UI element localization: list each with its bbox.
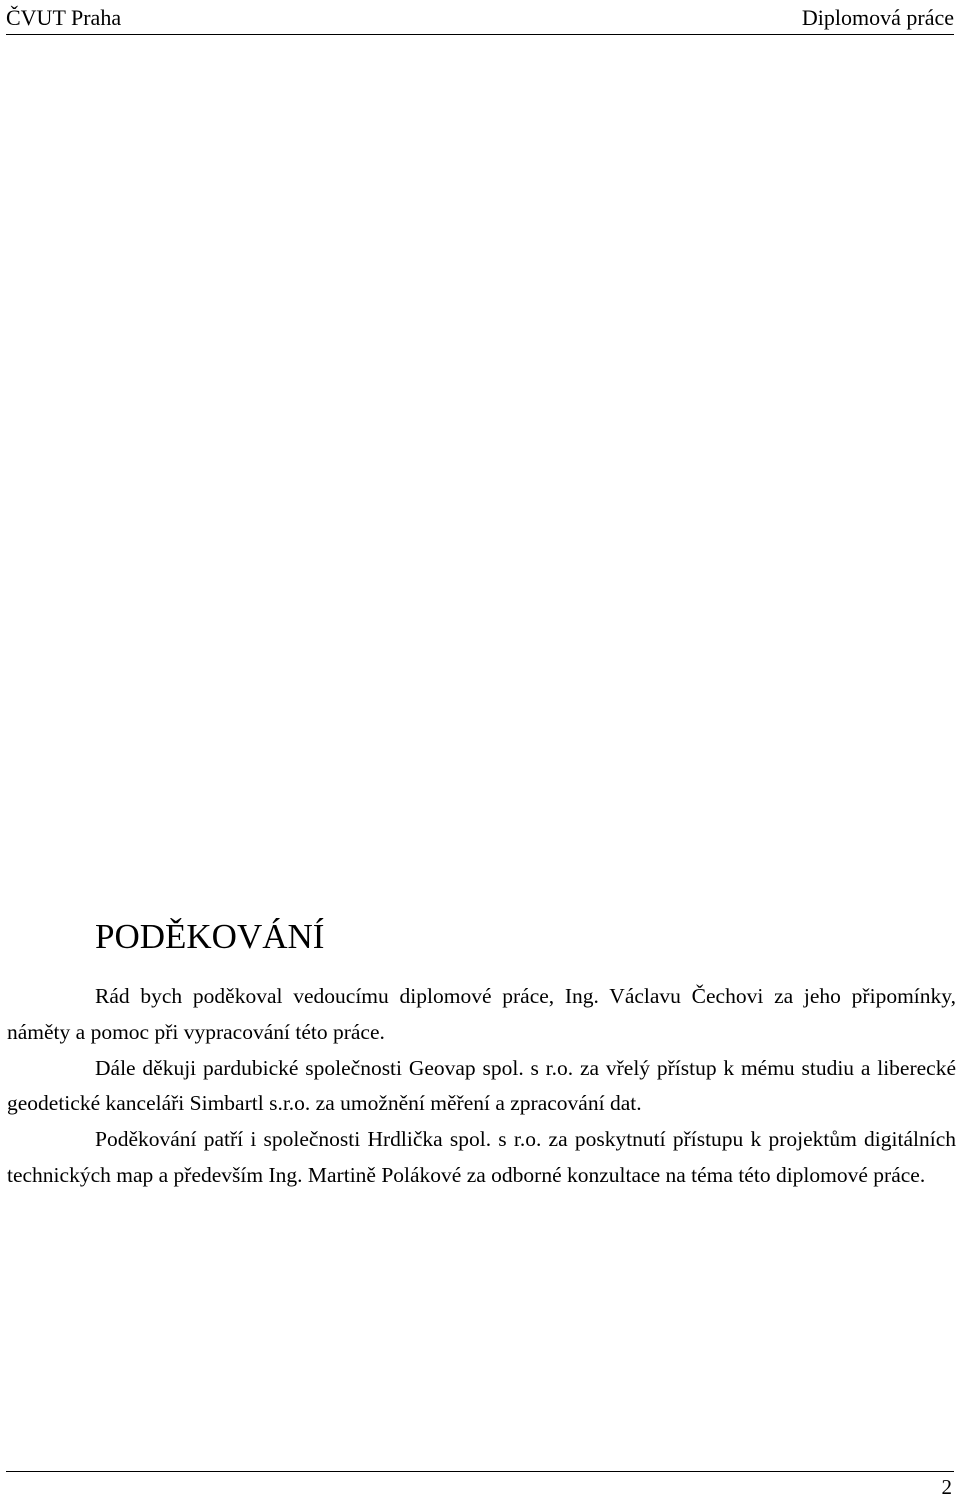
page-header [6, 0, 954, 35]
paragraph-supervisor: Rád bych poděkoval vedoucímu diplomové práce, Ing. Václavu Čechovi za jeho připomínky, náměty a pomoc při vypracování této práce. [7, 984, 956, 1044]
page-number: 2 [941, 1475, 952, 1499]
paragraph-consultation: Poděkování patří i společnosti Hrdlička spol. s r.o. za poskytnutí přístupu k projektům digitálních technických map a především Ing. Martině Polákové za odborné konzultace na téma této diplomové práce. [7, 1127, 956, 1187]
paragraph-companies: Dále děkuji pardubické společnosti Geovap spol. s r.o. za vřelý přístup k mému studiu a liberecké geodetické kanceláři Simbartl s.r.o. za umožnění měření a zpracování dat. [7, 1055, 956, 1116]
page-footer [6, 1471, 954, 1501]
header-document-type: Diplomová práce [801, 5, 954, 30]
acknowledgement-text [7, 979, 956, 1194]
header-institution: ČVUT Praha [6, 5, 122, 30]
section-title: PODĚKOVÁNÍ [95, 917, 325, 956]
